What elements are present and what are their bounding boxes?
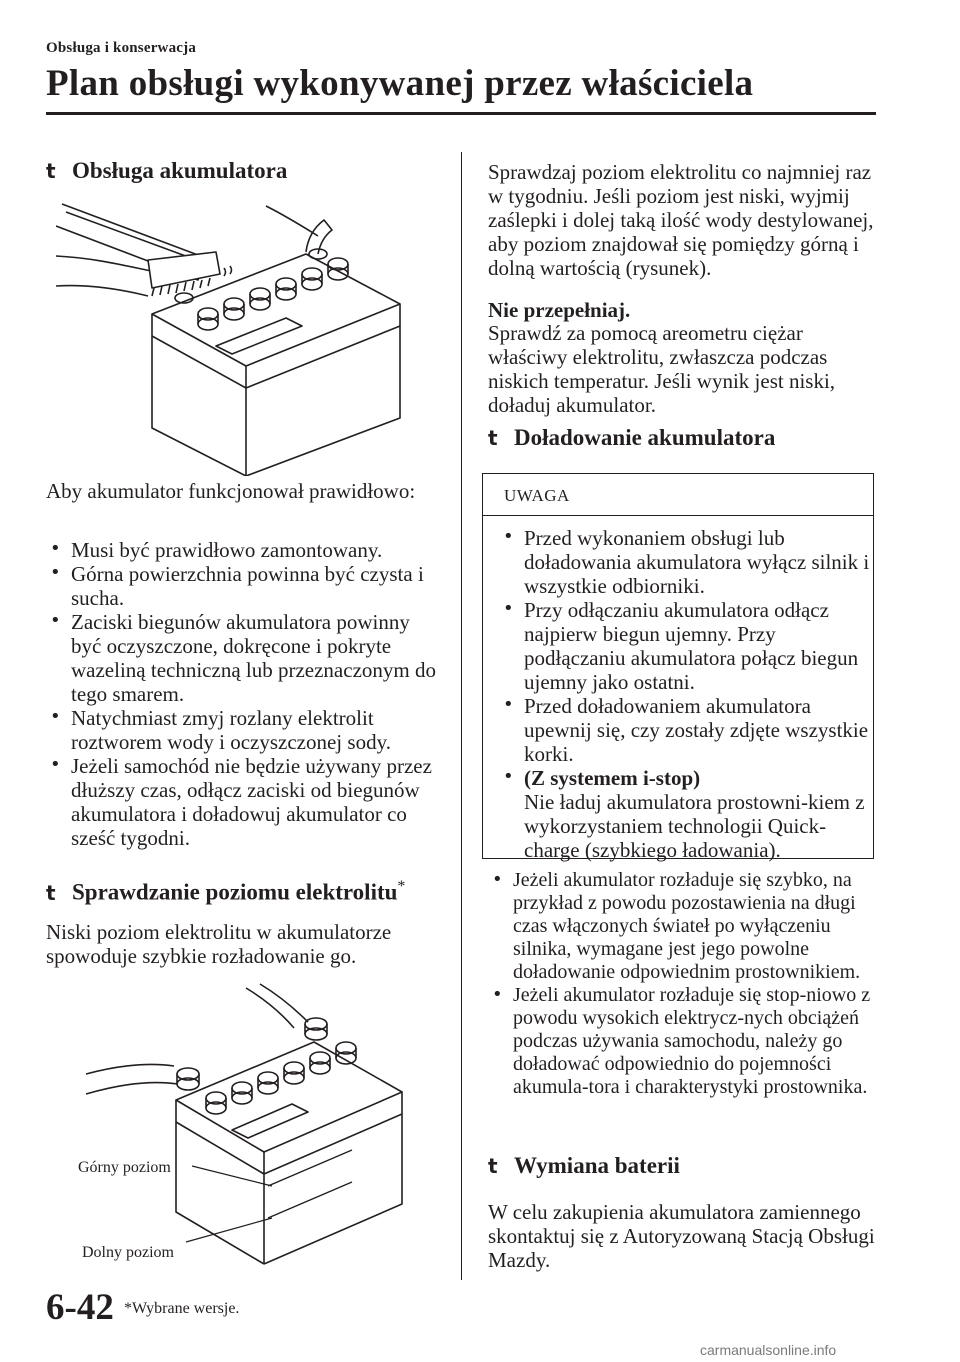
list-item: • Jeżeli akumulator rozładuje się stop-niowo z powodu wysokich elektrycz-nych obciążeń podczas używania samochodu, należy go doładować odpowiednio do pojemności akumula-tora i charakterystyki prostownika. (488, 984, 874, 1099)
caution-title: UWAGA (504, 486, 570, 505)
battery-level-illustration (46, 980, 446, 1270)
section-label: Obsługa i konserwacja (46, 40, 197, 56)
list-item: • Przed wykonaniem obsługi lub doładowania akumulatora wyłącz silnik i wszystkie odbiorniki. (499, 526, 871, 598)
heading-charging (488, 425, 775, 451)
column-divider (461, 152, 462, 1280)
list-item: • Przy odłączaniu akumulatora odłącz najpierw biegun ujemny. Przy podłączaniu akumulatora połącz biegun ujemny jako ostatni. (499, 598, 871, 694)
heading-text: Obsługa akumulatora (72, 158, 288, 183)
section-bullet-icon: t (488, 426, 498, 450)
heading-battery-care (46, 158, 287, 184)
heading-text: Sprawdzanie poziomu elektrolitu (72, 879, 398, 905)
section-bullet-icon: t (46, 880, 56, 905)
list-item: • Zaciski biegunów akumulatora powinny być oczyszczone, dokręcone i pokryte wazeliną techniczną lub przeznaczonym do tego smarem. (46, 610, 442, 706)
title-rule (46, 112, 876, 115)
section-bullet-icon: t (46, 159, 56, 183)
lower-level-label: Dolny poziom (82, 1244, 174, 1261)
footnote: *Wybrane wersje. (124, 1300, 240, 1317)
page-title: Plan obsługi wykonywanej przez właściciela (46, 63, 754, 104)
caution-list (499, 526, 871, 862)
battery-care-list (46, 538, 442, 850)
heading-electrolyte (46, 878, 405, 906)
replacement-text: W celu zakupienia akumulatora zamiennego skontaktuj się z Autoryzowaną Stacją Obsługi Mazdy. (488, 1200, 875, 1272)
list-item: • Górna powierzchnia powinna być czysta i sucha. (46, 562, 442, 610)
list-item: • Natychmiast zmyj rozlany elektrolit roztworem wody i oczyszczonej sody. (46, 706, 442, 754)
charging-list (488, 869, 874, 1099)
hydrometer-text: Sprawdź za pomocą areometru ciężar właściwy elektrolitu, zwłaszcza podczas niskich temperatur. Jeśli wynik jest niski, doładuj akumulator. (488, 321, 836, 417)
heading-text: Doładowanie akumulatora (514, 425, 776, 450)
electrolyte-text: Niski poziom elektrolitu w akumulatorze spowoduje szybkie rozładowanie go. (46, 920, 392, 968)
list-item: • Jeżeli akumulator rozładuje się szybko, na przykład z powodu pozostawienia na długi czas włączonych świateł po wyłączeniu silnika, wymagane jest jego powolne doładowanie odpowiednim prostownikiem. (488, 869, 874, 984)
caution-box (482, 473, 874, 862)
list-item (499, 766, 871, 862)
istop-text: Nie ładuj akumulatora prostowni-kiem z wykorzystaniem technologii Quick-charge (szybkiego ładowania). (524, 790, 865, 862)
caution-rule (483, 515, 873, 516)
battery-brush-illustration (56, 196, 416, 476)
istop-title: (Z systemem i-stop) (524, 766, 701, 790)
watermark: carmanualsonline.info (700, 1342, 837, 1358)
list-item: • Jeżeli samochód nie będzie używany przez dłuższy czas, odłącz zaciski od biegunów akumulatora i doładowuj akumulator co sześć tygodni. (46, 754, 442, 850)
heading-text: Wymiana baterii (514, 1153, 680, 1178)
heading-replacement (488, 1153, 680, 1179)
list-item: • Przed doładowaniem akumulatora upewnij się, czy zostały zdjęte wszystkie korki. (499, 694, 871, 766)
check-text: Sprawdzaj poziom elektrolitu co najmniej raz w tygodniu. Jeśli poziom jest niski, wyjmij zaślepki i dolej taką ilość wody destylowanej, aby poziom znajdował się pomiędzy górną i dolną wartością (rysunek). (488, 160, 874, 280)
page-number: 6-42 (46, 1287, 114, 1328)
asterisk: * (397, 878, 406, 895)
section-bullet-icon: t (488, 1154, 498, 1178)
upper-level-label: Górny poziom (78, 1159, 171, 1176)
battery-care-intro: Aby akumulator funkcjonował prawidłowo: (46, 479, 416, 503)
list-item: • Musi być prawidłowo zamontowany. (46, 538, 442, 562)
no-overfill-warning: Nie przepełniaj. (488, 298, 631, 322)
